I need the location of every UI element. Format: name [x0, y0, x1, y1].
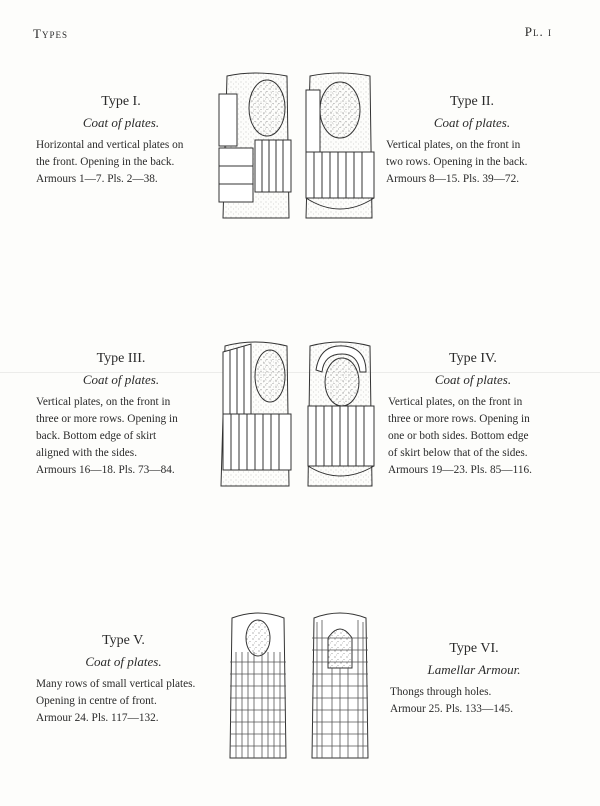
armour-type-3-illustration: [215, 338, 295, 488]
type-4-subtitle: Coat of plates.: [434, 372, 512, 387]
type-1-line-2: the front. Opening in the back.: [36, 156, 175, 168]
armour-type-6-illustration: [304, 608, 376, 766]
type-5-line-2: Opening in centre of front.: [36, 695, 157, 707]
type-3-caption: [36, 350, 206, 479]
type-4-line-1: Vertical plates, on the front in: [388, 396, 523, 408]
type-5-line-1: Many rows of small vertical plates.: [36, 678, 196, 690]
armour-type-2-illustration: [300, 70, 380, 220]
type-3-subtitle: Coat of plates.: [82, 372, 160, 387]
type-6-line-1: Thongs through holes.: [390, 686, 492, 698]
type-6-reference: Armour 25. Pls. 133—145.: [390, 703, 514, 715]
type-3-line-2: three or more rows. Opening in: [36, 413, 178, 425]
type-3-line-3: back. Bottom edge of skirt: [36, 430, 157, 442]
type-4-title: Type IV.: [449, 351, 497, 366]
type-4-line-4: of skirt below that of the sides.: [388, 447, 528, 459]
type-1-line-1: Horizontal and vertical plates on: [36, 139, 184, 151]
type-4-line-2: three or more rows. Opening in: [388, 413, 530, 425]
type-5-subtitle: Coat of plates.: [85, 654, 162, 669]
type-2-caption: [386, 93, 558, 188]
type-6-caption: [390, 640, 558, 718]
type-3-title: Type III.: [96, 351, 146, 366]
running-header: Types: [33, 26, 68, 41]
type-5-caption: [36, 632, 211, 727]
type-5-title: Type V.: [102, 633, 145, 648]
type-2-line-2: two rows. Opening in the back.: [386, 156, 528, 168]
type-5-reference: Armour 24. Pls. 117—132.: [36, 712, 159, 724]
type-4-line-3: one or both sides. Bottom edge: [388, 430, 529, 442]
plate-number: Pl. i: [524, 24, 552, 39]
armour-type-5-illustration: [222, 608, 294, 766]
armour-type-1-illustration: [215, 70, 295, 220]
armour-type-4-illustration: [300, 338, 380, 488]
type-1-caption: [36, 93, 206, 188]
type-6-title: Type VI.: [449, 641, 499, 656]
type-1-subtitle: Coat of plates.: [82, 115, 160, 130]
type-1-reference: Armours 1—7. Pls. 2—38.: [36, 173, 158, 185]
type-1-title: Type I.: [101, 94, 141, 109]
type-4-caption: [388, 350, 558, 479]
type-3-line-1: Vertical plates, on the front in: [36, 396, 171, 408]
type-4-reference: Armours 19—23. Pls. 85—116.: [388, 464, 532, 476]
type-2-subtitle: Coat of plates.: [433, 115, 511, 130]
type-3-reference: Armours 16—18. Pls. 73—84.: [36, 464, 175, 476]
type-2-reference: Armours 8—15. Pls. 39—72.: [386, 173, 520, 185]
type-2-title: Type II.: [449, 94, 495, 109]
type-2-line-1: Vertical plates, on the front in: [386, 139, 521, 151]
type-3-line-4: aligned with the sides.: [36, 447, 138, 459]
type-6-subtitle: Lamellar Armour.: [427, 662, 521, 677]
